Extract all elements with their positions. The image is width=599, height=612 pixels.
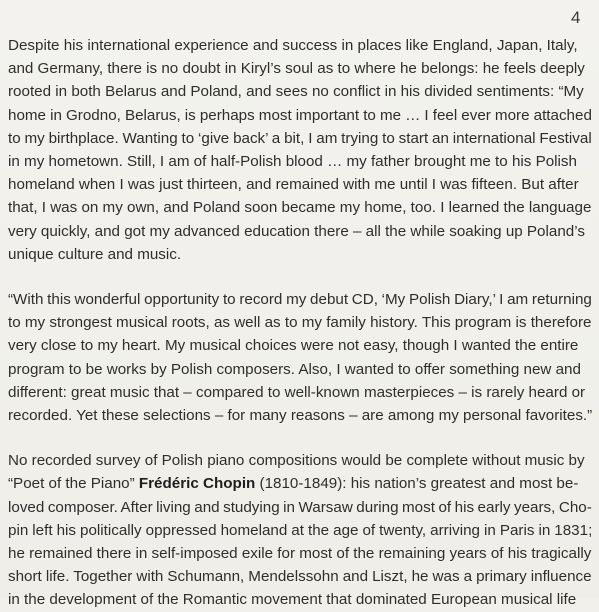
text-line: in my hometown. Still, I am of half-Polish blood … my father brought me to his Polish: [8, 153, 577, 171]
paragraph-kiryl-background: [8, 34, 592, 266]
text-line: and Germany, there is no doubt in Kiryl’s soul as to where he belongs: he feels deeply: [8, 60, 585, 78]
text-line: rooted in both Belarus and Poland, and sees no conflict in his divided sentiments: “My: [8, 83, 584, 101]
paragraph-chopin: [8, 449, 592, 611]
text-line: homeland when I was just thirteen, and remained with me until I was fifteen. But after: [8, 176, 579, 194]
text-line: in the development of the Romantic movement that dominated European musical life: [8, 591, 577, 609]
text-line: to my birthplace. Wanting to ‘give back’ a bit, I am trying to start an international Festival: [8, 129, 592, 147]
text-line: home in Grodno, Belarus, is perhaps most important to me … I feel ever more attached: [8, 106, 592, 124]
text-line: program to be works by Polish composers. Also, I wanted to offer something new and: [8, 360, 581, 378]
page-number: 4: [571, 8, 581, 27]
text-fragment: “Poet of the Piano”: [8, 475, 139, 493]
text-line: to my strongest musical roots, as well as to my family history. This program is therefore: [8, 314, 592, 332]
text-line: pin left his politically oppressed homeland at the age of twenty, arriving in Paris in 1831;: [8, 521, 593, 539]
paragraph-debut-cd-quote: [8, 288, 592, 427]
text-line: No recorded survey of Polish piano compositions would be complete without music by: [8, 452, 585, 470]
text-line: he remained there in self-imposed exile for most of the remaining years of his tragically: [8, 545, 592, 563]
body-text: [8, 34, 592, 612]
text-line: unique culture and music.: [8, 245, 182, 263]
text-line: short life. Together with Schumann, Mendelssohn and Liszt, he was a primary influence: [8, 568, 592, 586]
text-line: recorded. Yet these selections – for many reasons – are among my personal favorites.”: [8, 407, 593, 425]
text-line: very quickly, and got my advanced education there – all the while soaking up Poland’s: [8, 222, 585, 240]
text-line-with-composer-name: [8, 472, 592, 495]
text-fragment: (1810-1849): his nation’s greatest and most be-: [255, 475, 579, 493]
text-line: loved composer. After living and studying in Warsaw during most of his early years, Cho-: [8, 498, 592, 516]
text-line: very close to my heart. My musical choices were not easy, though I wanted the entire: [8, 337, 579, 355]
text-line: that, I was on my own, and Poland soon became my home, too. I learned the language: [8, 199, 592, 217]
text-line: different: great music that – compared to well-known masterpieces – is rarely heard or: [8, 383, 586, 401]
text-line: Despite his international experience and success in places like England, Japan, Italy,: [8, 37, 578, 54]
text-line: “With this wonderful opportunity to record my debut CD, ‘My Polish Diary,’ I am returning: [8, 291, 592, 309]
composer-name-chopin: Frédéric Chopin: [138, 475, 256, 493]
